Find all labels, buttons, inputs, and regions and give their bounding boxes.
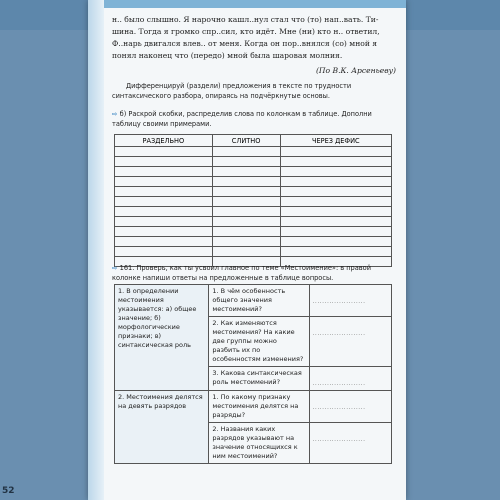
answer-cell[interactable]	[309, 391, 391, 423]
text-line: понял наконец что (передо) мной была шаровая молния.	[112, 51, 343, 60]
column-header: ЧЕРЕЗ ДЕФИС	[280, 135, 391, 147]
question-cell: 2. Как изменяются местоимения? На какие две группы можно разбить их по особенностям изменения?	[209, 317, 309, 367]
table-cell[interactable]	[280, 197, 391, 207]
topic-cell: 1. В определении местоимения указывается: а) общее значение; б) морфологические признаки; в) синтаксическая роль	[115, 285, 209, 391]
text-line: н.. было слышно. Я нарочно кашл..нул стал что (то) нап..вать. Ти-	[112, 15, 379, 24]
table-cell[interactable]	[115, 227, 213, 237]
question-cell: 1. В чём особенность общего значения местоимений?	[209, 285, 309, 317]
table-cell[interactable]	[212, 247, 280, 257]
answer-cell[interactable]	[309, 285, 391, 317]
answer-dots: ......................	[312, 436, 366, 443]
table-cell[interactable]	[115, 167, 213, 177]
column-header: СЛИТНО	[212, 135, 280, 147]
table-row	[115, 157, 392, 167]
table-cell[interactable]	[115, 217, 213, 227]
table-cell[interactable]	[115, 157, 213, 167]
answer-dots: ......................	[312, 298, 366, 305]
table-cell[interactable]	[280, 167, 391, 177]
exercise-text	[112, 14, 398, 62]
table-cell[interactable]	[212, 217, 280, 227]
table-row	[115, 247, 392, 257]
table-cell[interactable]	[212, 237, 280, 247]
table-cell[interactable]	[115, 177, 213, 187]
table-cell[interactable]	[280, 147, 391, 157]
page-number: 52	[2, 486, 15, 496]
table-cell[interactable]	[280, 187, 391, 197]
table-cell[interactable]	[280, 227, 391, 237]
task-instruction: Дифференцируй (раздели) предложения в тексте по трудности синтаксического разбора, опираясь на подчёркнутые основы.	[112, 82, 352, 100]
table-cell[interactable]	[212, 177, 280, 187]
table-row	[115, 167, 392, 177]
table-row	[115, 207, 392, 217]
answer-cell[interactable]	[309, 423, 391, 464]
table-cell[interactable]	[212, 167, 280, 177]
table-cell[interactable]	[212, 197, 280, 207]
topic-cell: 2. Местоимения делятся на девять разрядов	[115, 391, 209, 464]
table-cell[interactable]	[280, 247, 391, 257]
table-row	[115, 285, 392, 317]
table-cell[interactable]	[212, 227, 280, 237]
column-header: РАЗДЕЛЬНО	[115, 135, 213, 147]
table-cell[interactable]	[115, 207, 213, 217]
table-cell[interactable]	[280, 217, 391, 227]
page-top-band	[88, 0, 406, 8]
task-161	[112, 264, 398, 283]
table-row	[115, 147, 392, 157]
task-b-text: б) Раскрой скобки, распределив слова по колонкам в таблице. Дополни таблицу своими примерами.	[112, 110, 372, 128]
table-cell[interactable]	[280, 207, 391, 217]
task-b	[112, 110, 398, 129]
table-row	[115, 177, 392, 187]
text-line: шина. Тогда я громко спр..сил, кто идёт. Мне (ни) кто н.. ответил,	[112, 27, 380, 36]
question-cell: 3. Какова синтаксическая роль местоимений?	[209, 367, 309, 391]
textbook-page	[88, 0, 406, 500]
task-arrow-icon: ⇨	[112, 264, 118, 272]
pronoun-review-table	[114, 284, 392, 464]
table-row	[115, 391, 392, 423]
table-row	[115, 217, 392, 227]
author-credit: (По В.К. Арсеньеву)	[315, 66, 396, 75]
table-cell[interactable]	[212, 147, 280, 157]
task-161-text: 161. Проверь, как ты усвоил главное по теме «Местоимение»: в правой колонке напиши ответы на предложенные в таблице вопросы.	[112, 264, 371, 282]
question-cell: 2. Названия каких разрядов указывают на значение относящихся к ним местоимений?	[209, 423, 309, 464]
table-row	[115, 187, 392, 197]
table-cell[interactable]	[280, 177, 391, 187]
table-row	[115, 237, 392, 247]
answer-dots: ......................	[312, 330, 366, 337]
answer-dots: ......................	[312, 404, 366, 411]
table-cell[interactable]	[115, 237, 213, 247]
question-cell: 1. По какому признаку местоимения делятся на разряды?	[209, 391, 309, 423]
answer-cell[interactable]	[309, 317, 391, 367]
table-cell[interactable]	[212, 157, 280, 167]
table-cell[interactable]	[212, 207, 280, 217]
table-cell[interactable]	[212, 187, 280, 197]
table-row	[115, 227, 392, 237]
table-cell[interactable]	[115, 247, 213, 257]
table-cell[interactable]	[280, 237, 391, 247]
table-cell[interactable]	[115, 187, 213, 197]
table-cell[interactable]	[115, 147, 213, 157]
table-cell[interactable]	[280, 157, 391, 167]
task-arrow-icon: ⇨	[112, 110, 118, 118]
table-cell[interactable]	[115, 197, 213, 207]
answer-cell[interactable]	[309, 367, 391, 391]
text-line: Ф..нарь двигался влев.. от меня. Когда он пор..внялся (со) мной я	[112, 39, 378, 48]
table-row	[115, 197, 392, 207]
page-left-band	[88, 0, 104, 500]
answer-dots: ......................	[312, 380, 366, 387]
spelling-table	[114, 134, 392, 267]
